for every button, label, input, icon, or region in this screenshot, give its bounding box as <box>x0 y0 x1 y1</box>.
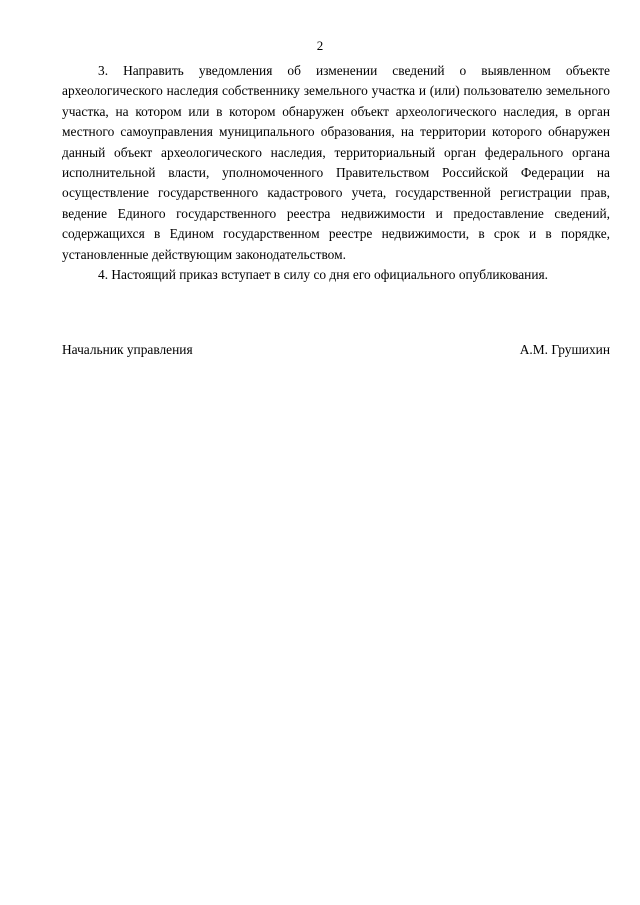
page-number: 2 <box>316 38 324 53</box>
document-body <box>62 61 610 285</box>
signatory-name: А.М. Грушихин <box>519 342 610 357</box>
signature-block <box>62 341 610 359</box>
paragraph-4: 4. Настоящий приказ вступает в силу со дня его официального опубликования. <box>98 267 548 283</box>
paragraph-3: 3. Направить уведомления об изменении сведений о выявленном объекте археологического наследия собственнику земельного участка и (или) пользователю земельного участка, на котором или в котором обнаружен объект археологического наследия, в орган местного самоуправления муниципального образования, на территории которого обнаружен данный объект археологического наследия, территориальный орган федерального органа исполнительной власти, уполномоченного Правительством Российской Федерации на осуществление государственного кадастрового учета, государственной регистрации прав, ведение Единого государственного реестра недвижимости и предоставление сведений, содержащихся в Едином государственном реестре недвижимости, в срок и в порядке, установленные действующим законодательством. <box>62 63 610 262</box>
signatory-position: Начальник управления <box>62 342 193 357</box>
